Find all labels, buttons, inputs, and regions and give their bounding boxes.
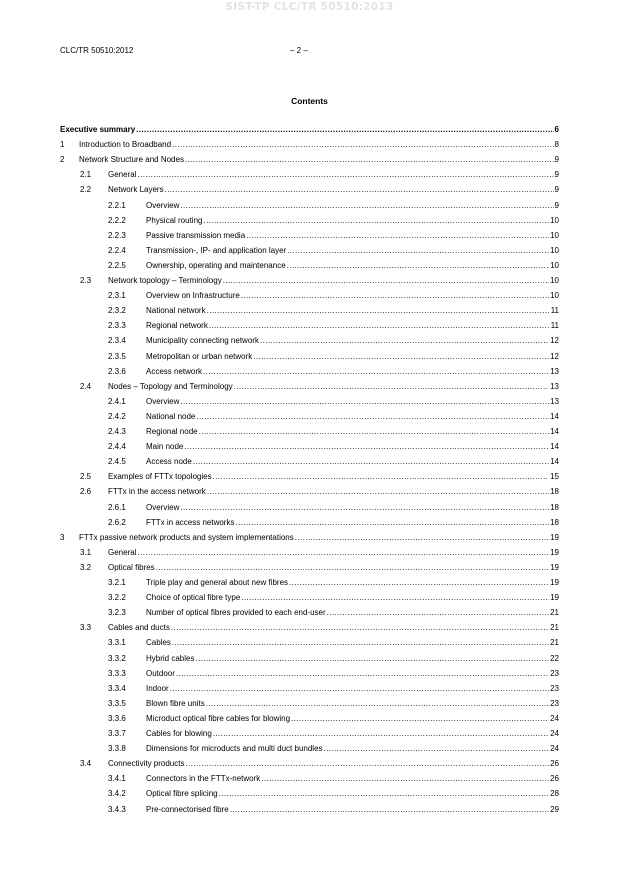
toc-entry-title: Cables: [146, 638, 171, 648]
toc-entry-page: 26: [550, 774, 559, 784]
toc-entry-title: Cables for blowing: [146, 729, 212, 738]
toc-entry-page: 19: [550, 578, 559, 587]
toc-entry-number: 2.4.2: [108, 411, 126, 421]
toc-entry-page: 23: [550, 698, 559, 708]
toc-leader-dots: [260, 335, 549, 346]
toc-entry-page: 9: [554, 200, 559, 210]
toc-entry-number: 3.3.5: [108, 698, 126, 708]
toc-entry-number: 2.6.1: [108, 502, 126, 512]
toc-entry-number: 3.3.4: [108, 683, 126, 693]
toc-leader-dots: [203, 215, 549, 226]
toc-entry[interactable]: [0, 743, 619, 758]
toc-entry-number: 3.4: [80, 759, 92, 769]
toc-entry[interactable]: [0, 532, 619, 547]
toc-entry-page: 13: [550, 381, 559, 391]
toc-entry[interactable]: [0, 728, 619, 743]
toc-entry[interactable]: [0, 456, 619, 471]
toc-entry-title: Executive summary: [60, 125, 136, 134]
toc-entry-title: Optical fibre splicing: [146, 789, 218, 799]
toc-entry-number: 2.4.5: [108, 457, 126, 467]
toc-leader-dots: [327, 607, 549, 618]
toc-entry-page: 28: [550, 789, 559, 799]
toc-leader-dots: [295, 532, 549, 543]
toc-entry-number: 3.3.1: [108, 638, 126, 648]
toc-leader-dots: [230, 804, 549, 815]
toc-entry[interactable]: [0, 592, 619, 607]
toc-entry[interactable]: [0, 139, 619, 154]
toc-entry-page: 11: [550, 321, 559, 331]
toc-entry-page: 24: [550, 729, 559, 738]
toc-entry[interactable]: [0, 154, 619, 169]
toc-entry-number: 3.1: [80, 547, 92, 557]
toc-leader-dots: [180, 502, 549, 513]
toc-leader-dots: [234, 381, 549, 392]
toc-entry-page: 12: [550, 336, 559, 346]
toc-entry[interactable]: [0, 230, 619, 245]
toc-leader-dots: [287, 245, 549, 256]
toc-entry-page: 21: [550, 608, 559, 618]
toc-entry-page: 14: [550, 457, 559, 467]
toc-entry-page: 12: [550, 351, 559, 361]
toc-entry-title: FTTx in the access network: [108, 487, 206, 497]
toc-leader-dots: [289, 577, 549, 588]
toc-entry-page: 13: [550, 366, 559, 376]
toc-entry[interactable]: [0, 215, 619, 230]
toc-entry-page: 10: [550, 291, 559, 301]
toc-entry-number: 3.3.6: [108, 713, 126, 723]
toc-entry-page: 19: [550, 547, 559, 557]
toc-leader-dots: [253, 351, 549, 362]
toc-entry[interactable]: [0, 502, 619, 517]
toc-leader-dots: [171, 622, 549, 633]
toc-entry-page: 19: [550, 593, 559, 603]
toc-leader-dots: [184, 441, 549, 452]
toc-entry-page: 10: [550, 230, 559, 240]
toc-entry-title: Introduction to Broadband: [79, 140, 172, 150]
toc-entry[interactable]: [0, 124, 619, 139]
toc-entry-title: Access node: [146, 457, 192, 467]
toc-entry-title: General: [108, 170, 137, 180]
toc-leader-dots: [207, 486, 549, 497]
toc-entry-page: 26: [550, 759, 559, 769]
toc-entry[interactable]: [0, 366, 619, 381]
toc-entry-page: 9: [554, 185, 559, 195]
toc-entry-page: 18: [550, 502, 559, 512]
toc-leader-dots: [207, 305, 550, 316]
toc-leader-dots: [180, 200, 553, 211]
toc-entry-page: 13: [550, 396, 559, 406]
toc-entry-title: Examples of FTTx topologies: [108, 472, 212, 482]
toc-entry[interactable]: [0, 607, 619, 622]
toc-entry-number: 3.3.7: [108, 729, 126, 738]
toc-entry-title: Choice of optical fibre type: [146, 593, 241, 603]
toc-entry-number: 3.2.2: [108, 593, 126, 603]
toc-leader-dots: [185, 154, 554, 165]
document-id: CLC/TR 50510:2012: [60, 46, 134, 55]
toc-entry[interactable]: [0, 441, 619, 456]
toc-entry-page: 14: [550, 427, 559, 436]
toc-entry-number: 2.2.4: [108, 245, 126, 255]
toc-entry-title: Pre-connectorised fibre: [146, 804, 229, 814]
watermark-text: SIST-TP CLC/TR 50510:2013: [225, 1, 394, 13]
toc-entry-title: Regional node: [146, 427, 198, 436]
toc-entry-title: FTTx passive network products and system implementations: [79, 532, 294, 542]
toc-entry[interactable]: [0, 698, 619, 713]
toc-entry-title: Metropolitan or urban network: [146, 351, 253, 361]
toc-entry-number: 3.2.3: [108, 608, 126, 618]
toc-entry[interactable]: [0, 290, 619, 305]
toc-entry-number: 3: [60, 532, 65, 542]
toc-entry-number: 2: [60, 155, 65, 165]
toc-entry[interactable]: [0, 411, 619, 426]
toc-entry-number: 3.3.8: [108, 744, 126, 754]
toc-entry-number: 2.4.1: [108, 396, 126, 406]
toc-entry-number: 2.1: [80, 170, 92, 180]
toc-entry-page: 22: [550, 653, 559, 663]
page-number: – 2 –: [290, 46, 308, 55]
toc-entry-title: Overview: [146, 396, 180, 406]
toc-leader-dots: [241, 592, 549, 603]
toc-entry-number: 2.3.3: [108, 321, 126, 331]
toc-entry[interactable]: [0, 245, 619, 260]
toc-leader-dots: [180, 396, 549, 407]
toc-entry-page: 15: [550, 472, 559, 482]
toc-entry-title: Connectivity products: [108, 759, 185, 769]
toc-entry-number: 2.4: [80, 381, 92, 391]
toc-entry-title: Access network: [146, 366, 203, 376]
toc-entry[interactable]: [0, 260, 619, 275]
toc-entry[interactable]: [0, 200, 619, 215]
toc-entry[interactable]: [0, 577, 619, 592]
toc-entry-title: Network Layers: [108, 185, 164, 195]
toc-entry-title: Microduct optical fibre cables for blowing: [146, 713, 291, 723]
toc-leader-dots: [199, 426, 549, 437]
toc-entry[interactable]: [0, 773, 619, 788]
toc-entry[interactable]: [0, 622, 619, 637]
toc-entry-title: National network: [146, 306, 206, 316]
toc-entry[interactable]: [0, 471, 619, 486]
toc-leader-dots: [170, 683, 549, 694]
toc-leader-dots: [213, 471, 549, 482]
toc-entry-title: General: [108, 547, 137, 557]
toc-leader-dots: [156, 562, 549, 573]
toc-entry-number: 2.3.1: [108, 291, 126, 301]
toc-entry-page: 8: [554, 140, 559, 150]
toc-entry[interactable]: [0, 305, 619, 320]
toc-entry-number: 1: [60, 140, 65, 150]
toc-entry-number: 2.2.1: [108, 200, 126, 210]
toc-entry-page: 24: [550, 744, 559, 754]
toc-entry-number: 2.4.3: [108, 427, 126, 436]
toc-entry-title: Network Structure and Nodes: [79, 155, 184, 165]
toc-entry[interactable]: [0, 804, 619, 819]
toc-entry-number: 2.3: [80, 276, 92, 285]
toc-entry-page: 19: [550, 532, 559, 542]
toc-leader-dots: [196, 411, 549, 422]
toc-leader-dots: [223, 275, 549, 286]
toc-entry-title: Main node: [146, 442, 184, 452]
toc-entry-title: Transmission-, IP- and application layer: [146, 245, 287, 255]
toc-entry[interactable]: [0, 351, 619, 366]
toc-entry-title: National node: [146, 411, 196, 421]
toc-entry-number: 2.3.5: [108, 351, 126, 361]
toc-entry-title: Hybrid cables: [146, 653, 195, 663]
toc-leader-dots: [185, 758, 549, 769]
toc-leader-dots: [235, 517, 549, 528]
toc-entry-title: Connectors in the FTTx-network: [146, 774, 261, 784]
toc-entry-page: 18: [550, 487, 559, 497]
toc-entry[interactable]: [0, 713, 619, 728]
toc-leader-dots: [209, 320, 550, 331]
toc-entry-page: 21: [550, 623, 559, 633]
toc-entry[interactable]: [0, 396, 619, 411]
toc-entry[interactable]: [0, 562, 619, 577]
toc-entry-number: 2.4.4: [108, 442, 126, 452]
toc-entry[interactable]: [0, 668, 619, 683]
toc-entry-title: Overview: [146, 200, 180, 210]
toc-entry[interactable]: [0, 547, 619, 562]
toc-entry-title: Ownership, operating and maintenance: [146, 260, 286, 270]
toc-leader-dots: [195, 653, 549, 664]
toc-entry-title: Nodes – Topology and Terminology: [108, 381, 233, 391]
toc-entry-number: 3.2: [80, 562, 92, 572]
toc-entry-number: 2.6: [80, 487, 92, 497]
toc-entry-page: 18: [550, 517, 559, 527]
toc-entry-title: Blown fibre units: [146, 698, 205, 708]
toc-entry-page: 10: [550, 260, 559, 270]
toc-entry-number: 2.3.6: [108, 366, 126, 376]
toc-entry-number: 3.4.1: [108, 774, 126, 784]
toc-entry-page: 9: [554, 155, 559, 165]
toc-entry[interactable]: [0, 788, 619, 803]
toc-leader-dots: [203, 366, 549, 377]
toc-leader-dots: [137, 169, 553, 180]
toc-entry[interactable]: [0, 184, 619, 199]
toc-entry[interactable]: [0, 637, 619, 652]
toc-entry-title: Number of optical fibres provided to each end-user: [146, 608, 326, 618]
toc-entry-page: 10: [550, 245, 559, 255]
toc-entry-number: 2.2.5: [108, 260, 126, 270]
toc-entry[interactable]: [0, 486, 619, 501]
toc-leader-dots: [219, 788, 550, 799]
toc-entry-title: Optical fibres: [108, 562, 155, 572]
toc-entry[interactable]: [0, 517, 619, 532]
toc-entry-title: Network topology – Terminology: [108, 276, 222, 285]
toc-entry-page: 24: [550, 713, 559, 723]
toc-entry-number: 2.3.2: [108, 306, 126, 316]
toc-entry-number: 2.2.2: [108, 215, 126, 225]
toc-entry-page: 21: [550, 638, 559, 648]
toc-entry-title: Passive transmission media: [146, 230, 246, 240]
toc-entry-title: FTTx in access networks: [146, 517, 235, 527]
toc-entry-title: Physical routing: [146, 215, 203, 225]
toc-entry[interactable]: [0, 381, 619, 396]
toc-entry-title: Outdoor: [146, 668, 175, 678]
toc-entry[interactable]: [0, 653, 619, 668]
toc-entry-number: 2.5: [80, 472, 92, 482]
toc-entry-page: 23: [550, 668, 559, 678]
toc-leader-dots: [172, 637, 549, 648]
toc-entry-title: Overview on Infrastructure: [146, 291, 240, 301]
toc-leader-dots: [291, 713, 549, 724]
toc-entry[interactable]: [0, 758, 619, 773]
toc-entry[interactable]: [0, 320, 619, 335]
toc-entry-number: 3.3: [80, 623, 92, 633]
toc-entry-page: 19: [550, 562, 559, 572]
toc-entry-page: 23: [550, 683, 559, 693]
toc-entry-page: 14: [550, 411, 559, 421]
toc-leader-dots: [176, 668, 549, 679]
toc-leader-dots: [287, 260, 549, 271]
toc-entry-title: Municipality connecting network: [146, 336, 259, 346]
toc-leader-dots: [261, 773, 549, 784]
toc-entry[interactable]: [0, 169, 619, 184]
toc-entry-title: Overview: [146, 502, 180, 512]
toc-entry-number: 2.2.3: [108, 230, 126, 240]
toc-entry-title: Cables and ducts: [108, 623, 170, 633]
toc-leader-dots: [136, 124, 553, 135]
toc-entry-page: 29: [550, 804, 559, 814]
toc-entry-number: 2.6.2: [108, 517, 126, 527]
toc-leader-dots: [193, 456, 549, 467]
toc-entry-number: 3.4.3: [108, 804, 126, 814]
toc-entry-number: 2.2: [80, 185, 92, 195]
toc-entry-page: 10: [550, 215, 559, 225]
toc-leader-dots: [206, 698, 549, 709]
toc-entry-page: 9: [554, 170, 559, 180]
toc-leader-dots: [137, 547, 549, 558]
toc-leader-dots: [172, 139, 553, 150]
contents-title: Contents: [291, 96, 328, 106]
toc-entry-page: 11: [550, 306, 559, 316]
toc-entry-title: Indoor: [146, 683, 169, 693]
toc-entry-number: 2.3.4: [108, 336, 126, 346]
toc-leader-dots: [213, 728, 549, 739]
toc-leader-dots: [324, 743, 550, 754]
toc-entry-number: 3.3.2: [108, 653, 126, 663]
toc-entry-number: 3.2.1: [108, 578, 126, 587]
toc-entry-title: Dimensions for microducts and multi duct bundles: [146, 744, 323, 754]
toc-entry-page: 14: [550, 442, 559, 452]
toc-entry-page: 6: [554, 125, 559, 134]
toc-entry[interactable]: [0, 275, 619, 290]
toc-entry-page: 10: [550, 276, 559, 285]
toc-leader-dots: [241, 290, 549, 301]
toc-entry[interactable]: [0, 683, 619, 698]
toc-entry-number: 3.4.2: [108, 789, 126, 799]
toc-entry-number: 3.3.3: [108, 668, 126, 678]
toc-entry-title: Regional network: [146, 321, 208, 331]
toc-entry[interactable]: [0, 335, 619, 350]
toc-leader-dots: [165, 184, 554, 195]
toc-entry[interactable]: [0, 426, 619, 441]
toc-entry-title: Triple play and general about new fibres: [146, 578, 289, 587]
toc-leader-dots: [246, 230, 549, 241]
